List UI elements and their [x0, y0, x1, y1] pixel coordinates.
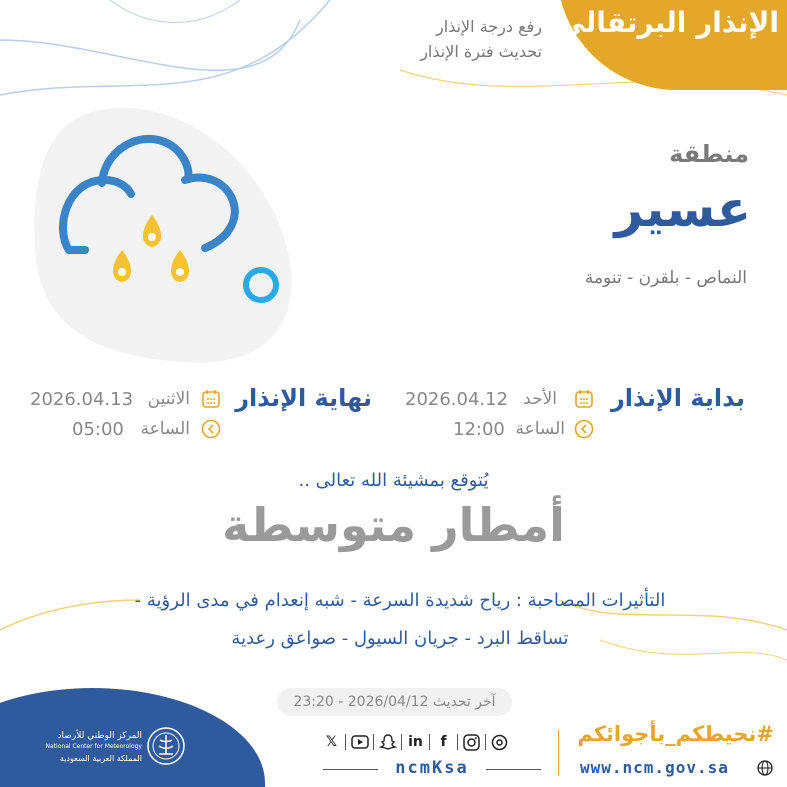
cloud-rain-hail-icon [55, 130, 295, 310]
x-icon[interactable]: 𝕏 [325, 734, 338, 750]
instagram-icon[interactable] [462, 733, 481, 752]
start-time: 12:00 [453, 419, 505, 440]
clock-icon [574, 419, 594, 439]
calendar-icon [574, 389, 594, 409]
start-title: بداية الإنذار [610, 384, 745, 412]
end-time: 05:00 [72, 419, 124, 440]
region-label: منطقة [669, 140, 749, 168]
end-time-label: الساعة [140, 419, 190, 439]
region-cities: النماص - بلقرن - تنومة [584, 268, 747, 288]
forecast-effects-line1: التأثيرات المصاحبة : رياح شديدة السرعة - شبه إنعدام في مدى الرؤية - [134, 590, 666, 611]
org-country: المملكة العربية السعودية [59, 754, 142, 763]
divider [401, 734, 402, 750]
start-day: الأحد [523, 389, 557, 409]
end-title: نهاية الإنذار [235, 384, 372, 412]
ncm-logo [146, 726, 186, 766]
social-handle[interactable]: ncmKsa [395, 758, 469, 778]
org-name-en: National Center for Meteorology [45, 743, 142, 750]
linkedin-icon[interactable]: in [408, 734, 423, 750]
end-day: الاثنين [147, 389, 190, 409]
globe-icon [757, 760, 773, 776]
note-level-raised: رفع درجة الإنذار [436, 17, 542, 36]
org-name-ar: المركز الوطني للأرصاد [57, 731, 142, 741]
warning-level-label: الإنذار البرتقالي [557, 6, 779, 39]
divider [485, 734, 486, 750]
youtube-icon[interactable] [350, 733, 369, 752]
last-update: آخر تحديث 2026/04/12 - 23:20 [277, 688, 512, 716]
start-date: 2026.04.12 [405, 389, 509, 410]
calendar-icon [201, 389, 221, 409]
facebook-icon[interactable]: f [440, 734, 447, 750]
start-time-label: الساعة [515, 419, 565, 439]
end-date: 2026.04.13 [30, 389, 134, 410]
forecast-intro: يُتوقع بمشيئة الله تعالى .. [298, 470, 489, 491]
divider [486, 769, 541, 770]
divider [373, 734, 374, 750]
note-period-updated: تحديث فترة الإنذار [420, 42, 542, 61]
warning-notes [420, 14, 542, 64]
forecast-effects-line2: تساقط البرد - جريان السيول - صواعق رعدية [231, 628, 569, 649]
hashtag: #نحيطكم_بأجوائكم [577, 722, 774, 746]
clock-icon [201, 419, 221, 439]
divider [345, 734, 346, 750]
forecast-event: أمطار متوسطة [222, 498, 565, 552]
threads-icon[interactable] [490, 733, 509, 752]
snapchat-icon[interactable] [378, 733, 397, 752]
social-links [322, 730, 509, 754]
website-link[interactable]: www.ncm.gov.sa [580, 758, 729, 777]
divider [558, 730, 559, 775]
divider [457, 734, 458, 750]
divider [429, 734, 430, 750]
region-name: عسير [614, 180, 751, 238]
